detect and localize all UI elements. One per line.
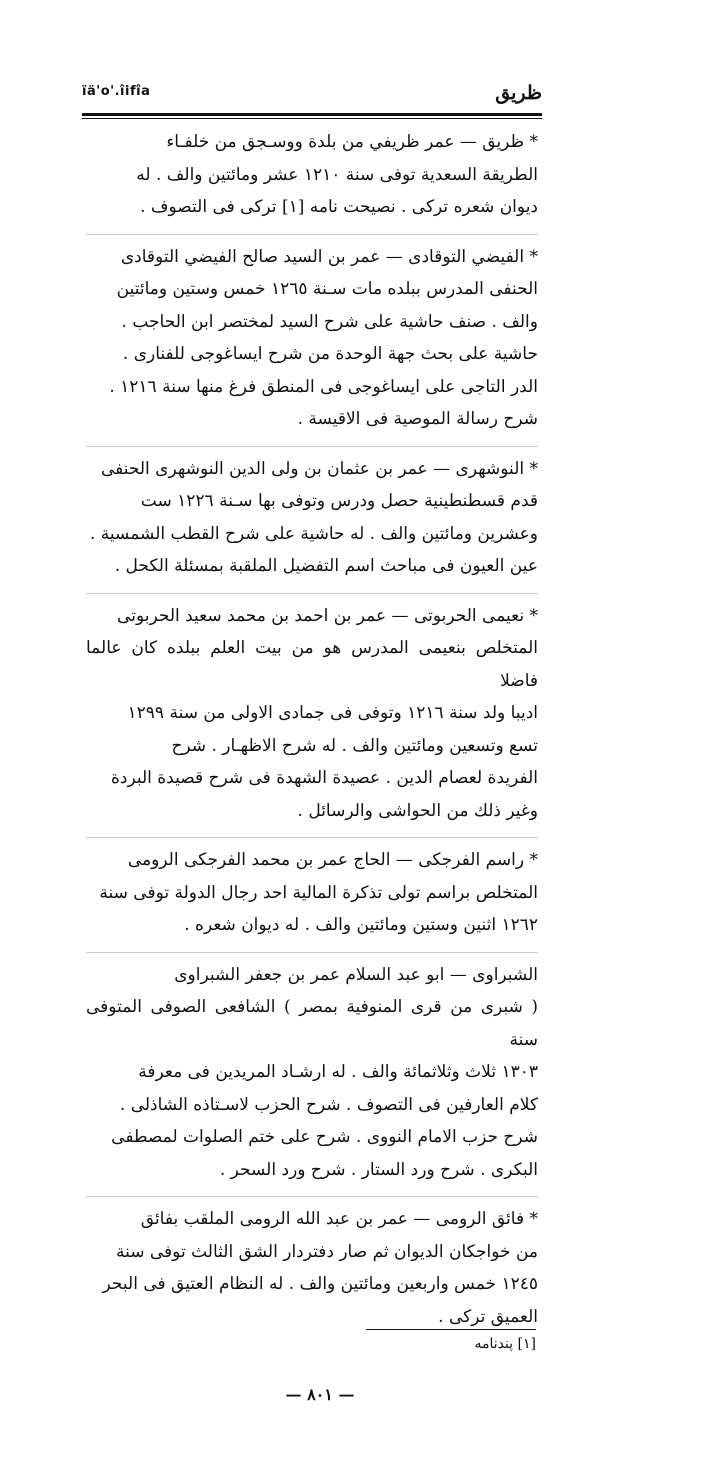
entry-line: البكرى . شرح ورد الستار . شرح ورد السحر .: [219, 1159, 538, 1180]
entry-line: تسع وتسعين ومائتين والف . له شرح الاظهـار . شرح: [171, 735, 538, 756]
entry-divider: [86, 593, 538, 594]
entry-line: وغير ذلك من الحواشى والرسائل .: [297, 800, 538, 821]
entry-line: ١٣٠٣ ثلاث وثلاثمائة والف . له ارشـاد المريدين فى معرفة: [138, 1062, 538, 1082]
entry-line: ( شبرى من قرى المنوفية بمصر ) الشافعى الصوفى المتوفى سنة: [86, 997, 538, 1050]
text-body: [86, 126, 538, 1333]
entry-line: والف . صنف حاشية على شرح السيد لمختصر ابن الحاجب .: [121, 311, 538, 332]
entry-line: * الفيضي التوقادى — عمر بن السيد صالح الفيضي التوقادى: [120, 246, 538, 267]
entry-line: المتخلص براسم تولى تذكرة المالية احد رجال الدولة توفى سنة: [99, 882, 538, 903]
entry-divider: [86, 1196, 538, 1197]
entry-line: شرح حزب الامام النووى . شرح على ختم الصلوات لمصطفى: [111, 1127, 538, 1147]
entry-6: [86, 959, 538, 1187]
running-title: ظريق: [495, 82, 542, 104]
entry-divider: [86, 952, 538, 953]
entry-divider: [86, 446, 538, 447]
entry-line: قدم قسطنطينية حصل ودرس وتوفى بها سـنة ١٢٢٦ ست: [140, 491, 538, 511]
entry-5: [86, 844, 538, 942]
header-rule-thin: [82, 118, 542, 119]
entry-line: الحنفى المدرس ببلده مات سـنة ١٢٦٥ خمس وستين ومائتين: [116, 279, 538, 299]
entry-2: [86, 241, 538, 436]
entry-3: [86, 453, 538, 583]
entry-line: المتخلص بنعيمى المدرس هو من بيت العلم ببلده كان عالما فاضلا: [86, 638, 538, 691]
entry-line: ١٢٦٢ اثنين وستين ومائتين والف . له ديوان شعره .: [184, 915, 538, 935]
entry-line: * النوشهرى — عمر بن عثمان بن ولى الدين النوشهرى الحنفى: [101, 458, 538, 479]
entry-7: [86, 1203, 538, 1333]
header-left-mark: ïä'o'.îifîa: [82, 84, 151, 99]
entry-line: عين العيون فى مباحث اسم التفضيل الملقبة بمسئلة الكحل .: [114, 556, 538, 576]
entry-line: * فائق الرومى — عمر بن عبد الله الرومى الملقب بفائق: [140, 1209, 538, 1229]
entry-line: كلام العارفين فى التصوف . شرح الحزب لاسـتاذه الشاذلى .: [119, 1094, 538, 1115]
entry-line: العميق تركى .: [438, 1306, 538, 1327]
page-header: [82, 82, 542, 112]
entry-1: [86, 126, 538, 224]
page-number: — ٨٠١ —: [285, 1385, 355, 1404]
entry-line: * راسم الفرجكى — الحاج عمر بن محمد الفرجكى الرومى: [127, 850, 538, 870]
entry-line: اديبا ولد سنة ١٢١٦ وتوفى فى جمادى الاولى من سنة ١٢٩٩: [127, 703, 538, 723]
entry-4: [86, 600, 538, 828]
entry-line: ١٢٤٥ خمس واربعين ومائتين والف . له النظام العتيق فى البحر: [102, 1274, 538, 1294]
entry-line: الطريقة السعدية توفى سنة ١٢١٠ عشر ومائتين والف . له: [136, 164, 538, 185]
header-rule-thick: [82, 113, 542, 116]
entry-line: الدر التاجى على ايساغوجى فى المنطق فرغ منها سنة ١٢١٦ .: [109, 376, 538, 397]
entry-line: وعشرين ومائتين والف . له حاشية على شرح القطب الشمسية .: [89, 523, 538, 544]
entry-line: ديوان شعره تركى . نصيحت نامه [١] تركى فى التصوف .: [140, 197, 538, 217]
footnote-rule: [366, 1329, 536, 1330]
entry-line: * نعيمى الحربوتى — عمر بن احمد بن محمد سعيد الحربوتى: [117, 605, 538, 626]
entry-divider: [86, 837, 538, 838]
entry-line: حاشية على بحث جهة الوحدة من شرح ايساغوجى للفنارى .: [122, 344, 538, 364]
entry-line: الفريدة لعصام الدين . عصيدة الشهدة فى شرح قصيدة البردة: [110, 768, 538, 788]
entry-line: شرح رسالة الموصية فى الاقيسة .: [297, 409, 538, 429]
entry-line: الشبراوى — ابو عبد السلام عمر بن جعفر الشبراوى: [174, 964, 538, 985]
entry-line: * ظريق — عمر ظريفي من بلدة ووسـجق من خلفـاء: [166, 132, 538, 152]
footnote: [١] پندنامه: [474, 1336, 536, 1352]
entry-divider: [86, 234, 538, 235]
entry-line: من خواجكان الديوان ثم صار دفتردار الشق الثالث توفى سنة: [115, 1241, 538, 1262]
